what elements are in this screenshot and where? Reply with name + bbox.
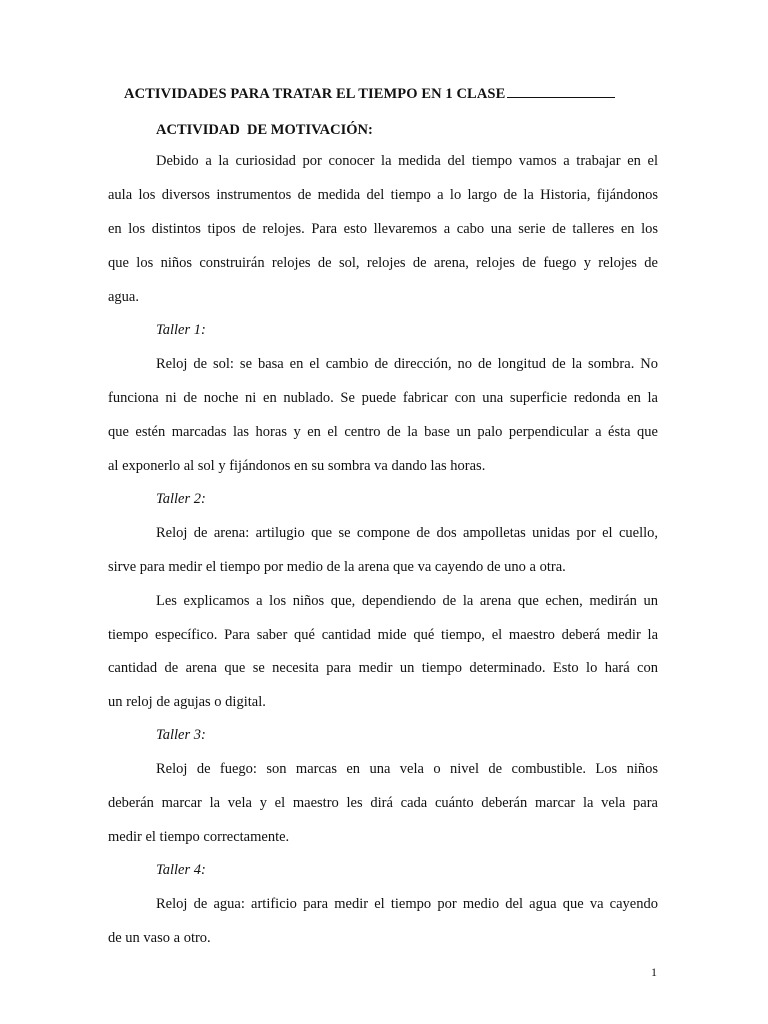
paragraph-line: al exponerlo al sol y fijándonos en su sombra va dando las horas. — [108, 458, 486, 474]
paragraph-line: un reloj de agujas o digital. — [108, 694, 266, 710]
paragraph-line: Reloj de arena: artilugio que se compone de dos ampolletas unidas por el cuello, — [156, 525, 658, 541]
section-heading: ACTIVIDAD DE MOTIVACIÓN: — [156, 122, 373, 138]
paragraph-line: funciona ni de noche ni en nublado. Se puede fabricar con una superficie redonda en la — [108, 390, 658, 406]
paragraph-line: Les explicamos a los niños que, dependiendo de la arena que echen, medirán un — [156, 593, 658, 609]
paragraph-line: que estén marcadas las horas y en el centro de la base un palo perpendicular a ésta que — [108, 424, 658, 440]
paragraph-line: aula los diversos instrumentos de medida del tiempo a lo largo de la Historia, fijándonos — [108, 187, 658, 203]
title-underline — [507, 96, 615, 98]
paragraph-line: Debido a la curiosidad por conocer la medida del tiempo vamos a trabajar en el — [156, 153, 658, 169]
page-number: 1 — [651, 965, 657, 979]
paragraph-line: que los niños construirán relojes de sol, relojes de arena, relojes de fuego y relojes de — [108, 255, 658, 271]
workshop-heading: Taller 2: — [156, 491, 206, 507]
workshop-heading: Taller 1: — [156, 322, 206, 338]
paragraph-line: deberán marcar la vela y el maestro les dirá cada cuánto deberán marcar la vela para — [108, 795, 658, 811]
paragraph-line: medir el tiempo correctamente. — [108, 829, 290, 845]
title-text: ACTIVIDADES PARA TRATAR EL TIEMPO EN 1 CLASE — [124, 86, 506, 102]
document-title — [124, 86, 615, 103]
paragraph-line: Reloj de fuego: son marcas en una vela o nivel de combustible. Los niños — [156, 761, 658, 777]
paragraph-line: tiempo específico. Para saber qué cantidad mide qué tiempo, el maestro deberá medir la — [108, 627, 658, 643]
paragraph-line: Reloj de sol: se basa en el cambio de dirección, no de longitud de la sombra. No — [156, 356, 658, 372]
paragraph-line: agua. — [108, 289, 139, 305]
paragraph-line: sirve para medir el tiempo por medio de la arena que va cayendo de uno a otra. — [108, 559, 566, 575]
workshop-heading: Taller 4: — [156, 862, 206, 878]
paragraph-line: Reloj de agua: artificio para medir el tiempo por medio del agua que va cayendo — [156, 896, 658, 912]
paragraph-line: cantidad de arena que se necesita para medir un tiempo determinado. Esto lo hará con — [108, 660, 658, 676]
paragraph-line: de un vaso a otro. — [108, 930, 211, 946]
paragraph-line: en los distintos tipos de relojes. Para esto llevaremos a cabo una serie de talleres en los — [108, 221, 658, 237]
workshop-heading: Taller 3: — [156, 727, 206, 743]
